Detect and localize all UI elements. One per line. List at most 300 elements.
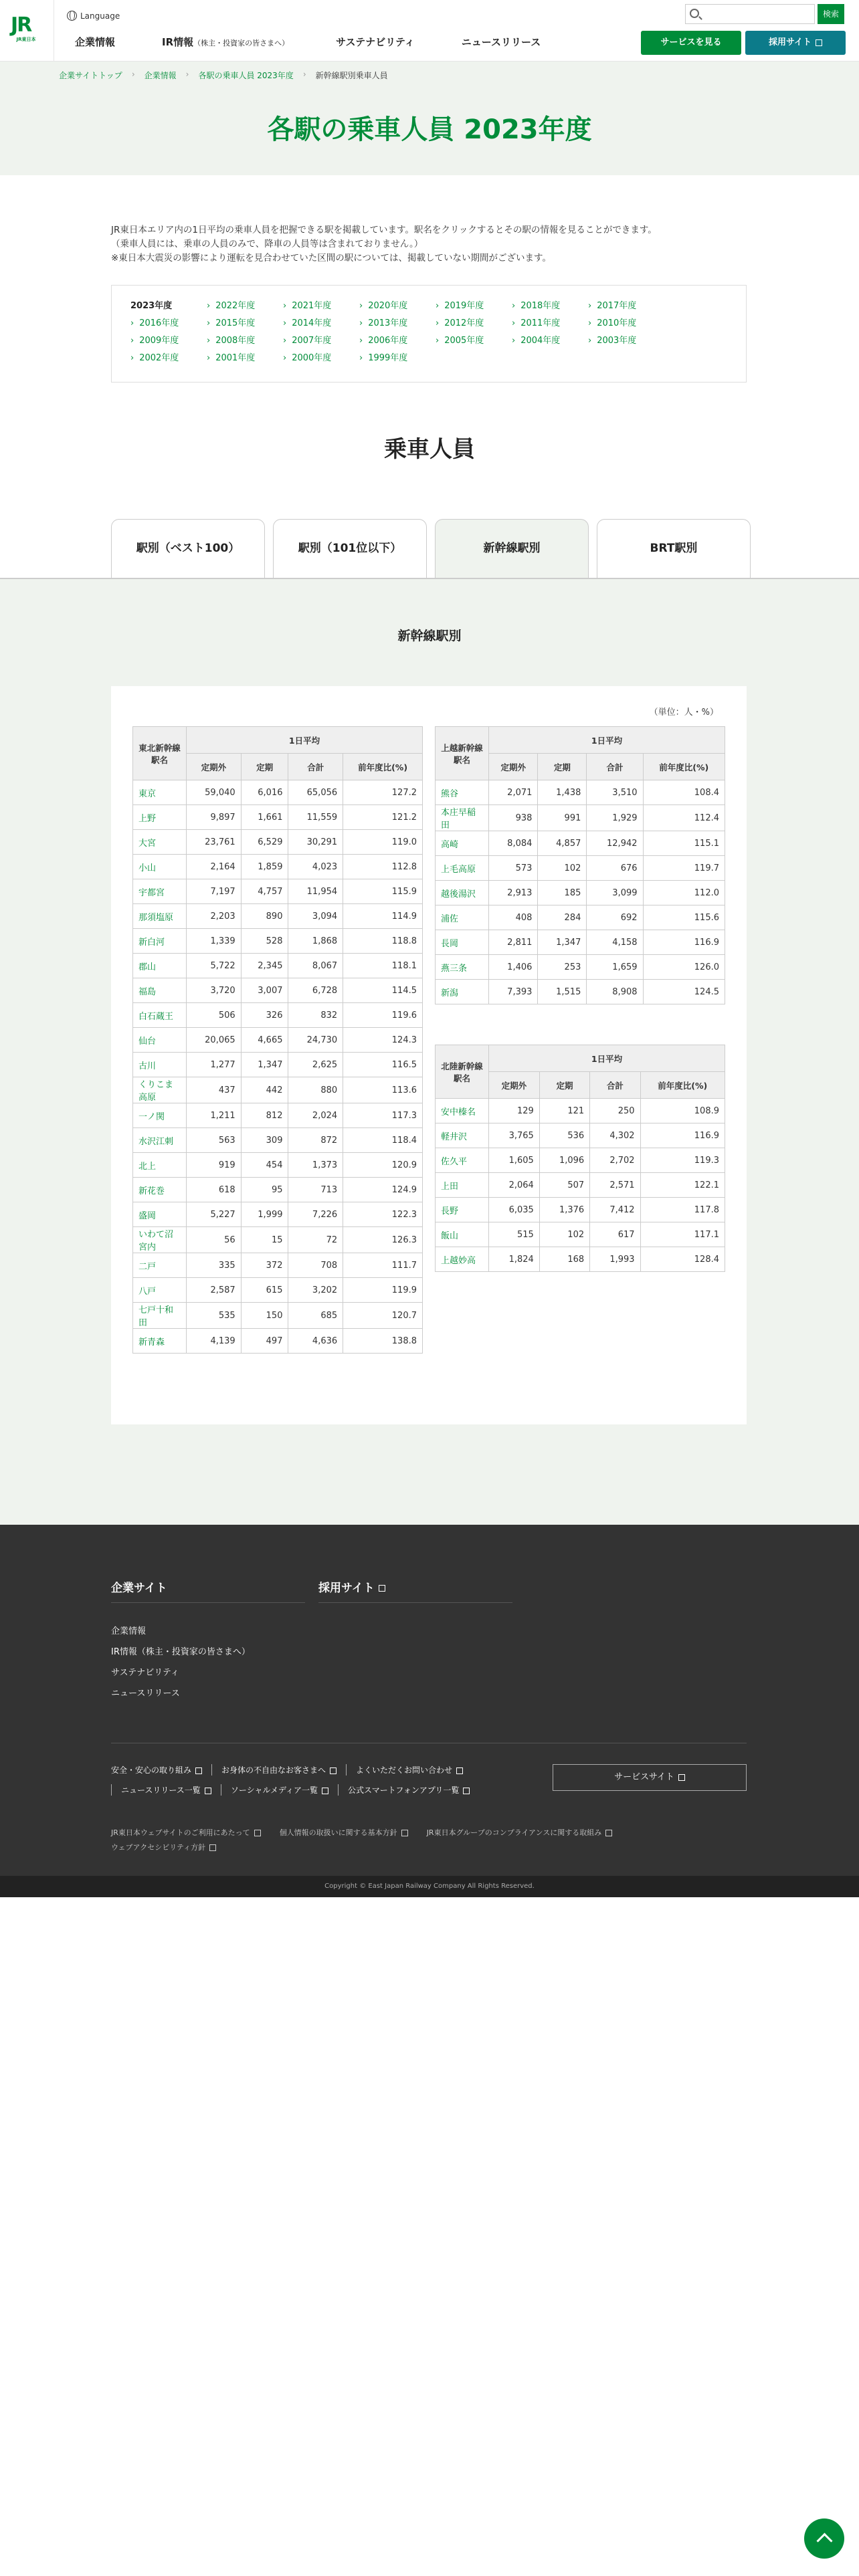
value-cell: 408 bbox=[489, 905, 538, 930]
footer-link[interactable]: サステナビリティ bbox=[111, 1668, 179, 1678]
value-cell: 117.8 bbox=[640, 1198, 725, 1222]
station-cell bbox=[436, 1247, 489, 1272]
year-row bbox=[130, 350, 727, 367]
value-cell: 454 bbox=[241, 1153, 288, 1178]
year-link[interactable]: › 2008年度 bbox=[207, 336, 255, 346]
value-cell: 442 bbox=[241, 1077, 288, 1103]
value-cell: 6,529 bbox=[241, 830, 288, 855]
table-row bbox=[436, 955, 725, 980]
external-link-icon bbox=[605, 1830, 612, 1836]
station-cell bbox=[133, 1329, 187, 1354]
station-link[interactable]: 東京 bbox=[138, 788, 157, 799]
year-link[interactable]: › 2005年度 bbox=[436, 336, 484, 346]
value-cell: 2,702 bbox=[590, 1148, 640, 1173]
value-cell: 326 bbox=[241, 1003, 288, 1028]
breadcrumb-current: 新幹線駅別乗車人員 bbox=[315, 71, 388, 80]
station-link[interactable]: 長野 bbox=[441, 1206, 459, 1216]
value-cell: 3,099 bbox=[587, 881, 643, 905]
station-link[interactable]: 飯山 bbox=[441, 1230, 459, 1241]
station-link[interactable]: 北上 bbox=[138, 1161, 157, 1172]
table-row bbox=[436, 805, 725, 831]
site-header bbox=[0, 0, 859, 62]
table-row bbox=[133, 1253, 423, 1278]
table-row bbox=[133, 904, 423, 929]
search-input[interactable] bbox=[685, 4, 815, 24]
value-cell: 2,064 bbox=[489, 1173, 540, 1198]
value-cell: 9,897 bbox=[187, 805, 242, 830]
table-row bbox=[436, 905, 725, 930]
station-cell bbox=[436, 805, 489, 831]
year-link[interactable]: › 2010年度 bbox=[588, 318, 636, 328]
value-cell: 872 bbox=[288, 1128, 343, 1153]
value-cell: 880 bbox=[288, 1077, 343, 1103]
table-row bbox=[436, 1099, 725, 1123]
value-cell: 59,040 bbox=[187, 780, 242, 805]
station-cell bbox=[133, 1077, 187, 1103]
tab-brt[interactable]: BRT駅別 bbox=[597, 519, 751, 579]
value-cell: 120.9 bbox=[343, 1153, 423, 1178]
station-link[interactable]: 宇都宮 bbox=[138, 887, 165, 898]
service-site-button[interactable] bbox=[553, 1764, 747, 1791]
external-link-icon bbox=[379, 1585, 385, 1592]
station-cell bbox=[133, 978, 187, 1003]
intro-text bbox=[111, 223, 753, 265]
avg-header: 1日平均 bbox=[489, 727, 725, 754]
value-cell: 1,824 bbox=[489, 1247, 540, 1272]
year-link[interactable]: › 2013年度 bbox=[359, 318, 407, 328]
footer-link[interactable]: IR情報（株主・投資家の皆さまへ） bbox=[111, 1647, 250, 1657]
station-cell bbox=[436, 1173, 489, 1198]
value-cell: 115.6 bbox=[643, 905, 725, 930]
footer-row-1 bbox=[111, 1764, 472, 1776]
value-cell: 111.7 bbox=[343, 1253, 423, 1278]
footer-link[interactable] bbox=[221, 1784, 328, 1796]
value-cell: 119.0 bbox=[343, 830, 423, 855]
value-cell: 991 bbox=[538, 805, 587, 831]
station-link[interactable]: 新白河 bbox=[138, 937, 165, 948]
value-cell: 284 bbox=[538, 905, 587, 930]
year-link[interactable]: › 2003年度 bbox=[588, 336, 636, 346]
footer-link[interactable] bbox=[111, 1784, 211, 1796]
recruit-button-label: 採用サイト bbox=[768, 37, 812, 47]
footer-recruit-link[interactable] bbox=[318, 1578, 385, 1595]
value-cell: 124.3 bbox=[343, 1028, 423, 1053]
value-cell: 30,291 bbox=[288, 830, 343, 855]
station-link[interactable]: 安中榛名 bbox=[441, 1107, 476, 1117]
table-row bbox=[133, 1278, 423, 1303]
table-row bbox=[436, 881, 725, 905]
value-cell: 7,197 bbox=[187, 879, 242, 904]
footer-link[interactable]: 企業情報 bbox=[111, 1626, 147, 1636]
value-cell: 1,406 bbox=[489, 955, 538, 980]
value-cell: 138.8 bbox=[343, 1329, 423, 1354]
station-cell bbox=[133, 805, 187, 830]
chevron-right-icon: › bbox=[185, 70, 189, 79]
nav-news[interactable]: ニュースリリース bbox=[461, 36, 541, 48]
value-cell: 3,094 bbox=[288, 904, 343, 929]
footer-link-label: 安全・安心の取り組み bbox=[111, 1765, 192, 1775]
value-cell: 2,345 bbox=[241, 954, 288, 978]
year-row bbox=[130, 315, 727, 332]
section-title: 乗車人員 bbox=[384, 436, 475, 463]
tohoku-table bbox=[132, 726, 423, 1354]
value-cell: 116.9 bbox=[643, 930, 725, 955]
value-cell: 938 bbox=[489, 805, 538, 831]
year-link[interactable]: › 2002年度 bbox=[130, 353, 179, 363]
value-cell: 535 bbox=[187, 1303, 242, 1329]
station-cell bbox=[133, 830, 187, 855]
station-link[interactable]: 白石蔵王 bbox=[138, 1011, 174, 1022]
value-cell: 2,164 bbox=[187, 855, 242, 879]
station-link[interactable]: 二戸 bbox=[138, 1261, 157, 1272]
unit-note: （単位：人・%） bbox=[649, 708, 719, 718]
station-link[interactable]: 盛岡 bbox=[138, 1210, 157, 1221]
table-row bbox=[133, 780, 423, 805]
recruit-button[interactable] bbox=[745, 31, 846, 55]
station-cell bbox=[436, 930, 489, 955]
external-link-icon bbox=[678, 1774, 685, 1781]
table-row bbox=[133, 954, 423, 978]
value-cell: 15 bbox=[241, 1227, 288, 1253]
year-link[interactable]: › 2000年度 bbox=[283, 353, 331, 363]
station-link[interactable]: 本庄早稲田 bbox=[441, 808, 476, 831]
footer-link[interactable]: ニュースリリース bbox=[111, 1689, 180, 1699]
tab-shinkansen[interactable]: 新幹線駅別 bbox=[435, 519, 589, 579]
value-cell: 122.3 bbox=[343, 1202, 423, 1227]
station-cell bbox=[436, 881, 489, 905]
value-cell: 507 bbox=[539, 1173, 589, 1198]
value-cell: 119.9 bbox=[343, 1278, 423, 1303]
year-link[interactable]: › 2004年度 bbox=[512, 336, 560, 346]
column-header: 定期 bbox=[241, 754, 288, 780]
value-cell: 8,084 bbox=[489, 831, 538, 856]
footer-small-link[interactable] bbox=[427, 1827, 613, 1838]
value-cell: 112.0 bbox=[643, 881, 725, 905]
value-cell: 102 bbox=[539, 1222, 589, 1247]
joetsu-table bbox=[435, 726, 725, 1004]
station-link[interactable]: 軽井沢 bbox=[441, 1132, 468, 1142]
station-cell bbox=[133, 1178, 187, 1202]
station-link[interactable]: 越後湯沢 bbox=[441, 889, 476, 899]
breadcrumb bbox=[59, 70, 397, 81]
footer-small-label: ウェブアクセシビリティ方針 bbox=[111, 1843, 206, 1852]
value-cell: 2,071 bbox=[489, 780, 538, 805]
search-form bbox=[685, 4, 844, 24]
station-link[interactable]: 那須塩原 bbox=[138, 912, 174, 923]
year-link[interactable]: › 2012年度 bbox=[436, 318, 484, 328]
value-cell: 113.6 bbox=[343, 1077, 423, 1103]
station-cell bbox=[133, 904, 187, 929]
value-cell: 1,438 bbox=[538, 780, 587, 805]
breadcrumb-corporate[interactable]: 企業情報 bbox=[144, 71, 177, 80]
column-header: 合計 bbox=[590, 1072, 640, 1099]
value-cell: 7,226 bbox=[288, 1202, 343, 1227]
value-cell: 119.7 bbox=[643, 856, 725, 881]
year-link[interactable]: › 2007年度 bbox=[283, 336, 331, 346]
year-link[interactable]: › 2009年度 bbox=[130, 336, 179, 346]
value-cell: 118.1 bbox=[343, 954, 423, 978]
value-cell: 685 bbox=[288, 1303, 343, 1329]
value-cell: 119.6 bbox=[343, 1003, 423, 1028]
footer-link[interactable] bbox=[211, 1764, 337, 1776]
column-header: 前年度比(%) bbox=[343, 754, 423, 780]
value-cell: 127.2 bbox=[343, 780, 423, 805]
value-cell: 117.1 bbox=[640, 1222, 725, 1247]
value-cell: 4,857 bbox=[538, 831, 587, 856]
column-header: 定期外 bbox=[489, 1072, 540, 1099]
year-link[interactable]: › 2017年度 bbox=[588, 301, 636, 311]
value-cell: 2,913 bbox=[489, 881, 538, 905]
station-link[interactable]: 水沢江刺 bbox=[138, 1136, 174, 1147]
value-cell: 536 bbox=[539, 1123, 589, 1148]
station-link[interactable]: 仙台 bbox=[138, 1036, 157, 1047]
value-cell: 617 bbox=[590, 1222, 640, 1247]
table-row bbox=[133, 1003, 423, 1028]
station-cell bbox=[133, 1028, 187, 1053]
table-row bbox=[133, 1227, 423, 1253]
station-link[interactable]: 古川 bbox=[138, 1061, 157, 1071]
table-row bbox=[436, 780, 725, 805]
value-cell: 4,302 bbox=[590, 1123, 640, 1148]
external-link-icon bbox=[195, 1767, 202, 1774]
footer-small-link[interactable] bbox=[280, 1827, 408, 1838]
value-cell: 23,761 bbox=[187, 830, 242, 855]
intro-line: ※東日本大震災の影響により運転を見合わせていた区間の駅については、掲載していない期間がございます。 bbox=[111, 253, 551, 263]
year-link[interactable]: › 2014年度 bbox=[283, 318, 331, 328]
table-row bbox=[436, 831, 725, 856]
value-cell: 102 bbox=[538, 856, 587, 881]
value-cell: 12,942 bbox=[587, 831, 643, 856]
table-row bbox=[436, 1173, 725, 1198]
footer-link-label: よくいただくお問い合わせ bbox=[356, 1765, 453, 1775]
value-cell: 573 bbox=[489, 856, 538, 881]
table-row bbox=[133, 855, 423, 879]
breadcrumb-top[interactable]: 企業サイトトップ bbox=[59, 71, 122, 80]
year-link[interactable]: › 2022年度 bbox=[207, 301, 255, 311]
value-cell: 3,510 bbox=[587, 780, 643, 805]
station-link[interactable]: 上野 bbox=[138, 813, 157, 824]
station-link[interactable]: 浦佐 bbox=[441, 914, 459, 924]
station-link[interactable]: 一ノ関 bbox=[138, 1111, 165, 1122]
ridership-panel bbox=[111, 686, 747, 1424]
globe-icon bbox=[67, 11, 77, 21]
station-link[interactable]: くりこま高原 bbox=[138, 1080, 174, 1103]
station-link[interactable]: 八戸 bbox=[138, 1286, 157, 1297]
station-cell bbox=[133, 1227, 187, 1253]
table-row bbox=[133, 978, 423, 1003]
station-link[interactable]: 新花巻 bbox=[138, 1186, 165, 1196]
footer-small-link[interactable] bbox=[111, 1827, 261, 1838]
value-cell: 615 bbox=[241, 1278, 288, 1303]
value-cell: 5,227 bbox=[187, 1202, 242, 1227]
footer-link[interactable] bbox=[111, 1764, 202, 1776]
station-cell bbox=[133, 1303, 187, 1329]
value-cell: 3,720 bbox=[187, 978, 242, 1003]
footer-link[interactable] bbox=[338, 1784, 470, 1796]
value-cell: 1,096 bbox=[539, 1148, 589, 1173]
value-cell: 126.3 bbox=[343, 1227, 423, 1253]
footer-corp-heading: 企業サイト bbox=[111, 1582, 167, 1595]
jr-logo[interactable] bbox=[11, 15, 41, 47]
value-cell: 3,007 bbox=[241, 978, 288, 1003]
nav-sustainability[interactable]: サステナビリティ bbox=[336, 36, 415, 48]
station-link[interactable]: 大宮 bbox=[138, 838, 157, 849]
station-link[interactable]: 長岡 bbox=[441, 938, 459, 949]
station-cell bbox=[436, 1099, 489, 1123]
external-link-icon bbox=[209, 1844, 216, 1851]
value-cell: 118.4 bbox=[343, 1128, 423, 1153]
station-cell bbox=[436, 1123, 489, 1148]
year-link[interactable]: › 2021年度 bbox=[283, 301, 331, 311]
year-link[interactable]: › 2015年度 bbox=[207, 318, 255, 328]
value-cell: 692 bbox=[587, 905, 643, 930]
station-header: 東北新幹線駅名 bbox=[133, 727, 187, 780]
value-cell: 119.3 bbox=[640, 1148, 725, 1173]
footer-links bbox=[111, 1621, 250, 1704]
table-row bbox=[133, 1153, 423, 1178]
year-link[interactable]: › 2016年度 bbox=[130, 318, 179, 328]
year-link[interactable]: › 2018年度 bbox=[512, 301, 560, 311]
nav-corporate[interactable]: 企業情報 bbox=[75, 36, 116, 48]
table-row bbox=[133, 879, 423, 904]
header-row bbox=[133, 727, 423, 754]
value-cell: 6,728 bbox=[288, 978, 343, 1003]
station-link[interactable]: 上毛高原 bbox=[441, 864, 476, 875]
year-link[interactable]: › 2020年度 bbox=[359, 301, 407, 311]
value-cell: 497 bbox=[241, 1329, 288, 1354]
footer-small-link[interactable] bbox=[111, 1842, 216, 1852]
value-cell: 1,373 bbox=[288, 1153, 343, 1178]
value-cell: 116.9 bbox=[640, 1123, 725, 1148]
value-cell: 1,659 bbox=[587, 955, 643, 980]
column-header: 合計 bbox=[587, 754, 643, 780]
value-cell: 1,515 bbox=[538, 980, 587, 1004]
value-cell: 4,023 bbox=[288, 855, 343, 879]
tab-underline bbox=[0, 578, 859, 579]
station-link[interactable]: 七戸十和田 bbox=[138, 1305, 174, 1328]
year-link[interactable]: › 2019年度 bbox=[436, 301, 484, 311]
language-switch[interactable] bbox=[67, 11, 120, 21]
page-title: 各駅の乗車人員 2023年度 bbox=[267, 114, 592, 145]
value-cell: 1,999 bbox=[241, 1202, 288, 1227]
footer-row-2 bbox=[111, 1784, 479, 1796]
year-link[interactable]: › 2001年度 bbox=[207, 353, 255, 363]
station-link[interactable]: 新潟 bbox=[441, 988, 459, 998]
nav-ir[interactable] bbox=[162, 35, 289, 49]
station-link[interactable]: 燕三条 bbox=[441, 963, 468, 974]
station-link[interactable]: 高崎 bbox=[441, 839, 459, 850]
station-link[interactable]: 熊谷 bbox=[441, 788, 459, 799]
header-row bbox=[436, 1045, 725, 1072]
search-button[interactable]: 検索 bbox=[818, 4, 844, 24]
value-cell: 95 bbox=[241, 1178, 288, 1202]
header-row bbox=[436, 727, 725, 754]
value-cell: 2,811 bbox=[489, 930, 538, 955]
value-cell: 1,859 bbox=[241, 855, 288, 879]
footer-link[interactable] bbox=[346, 1764, 463, 1776]
station-cell bbox=[436, 780, 489, 805]
value-cell: 2,625 bbox=[288, 1053, 343, 1077]
station-link[interactable]: 福島 bbox=[138, 986, 157, 997]
station-cell bbox=[436, 856, 489, 881]
station-cell bbox=[133, 1278, 187, 1303]
value-cell: 112.4 bbox=[643, 805, 725, 831]
footer-small-label: 個人情報の取扱いに関する基本方針 bbox=[279, 1828, 397, 1837]
station-cell bbox=[436, 1222, 489, 1247]
content-subtitle: 新幹線駅別 bbox=[397, 629, 462, 643]
value-cell: 1,605 bbox=[489, 1148, 540, 1173]
column-header: 前年度比(%) bbox=[643, 754, 725, 780]
value-cell: 618 bbox=[187, 1178, 242, 1202]
station-link[interactable]: 小山 bbox=[138, 863, 157, 873]
station-link[interactable]: 上田 bbox=[441, 1181, 459, 1192]
value-cell: 126.0 bbox=[643, 955, 725, 980]
station-link[interactable]: 上越妙高 bbox=[441, 1255, 476, 1266]
station-cell bbox=[133, 1103, 187, 1128]
back-to-top-button[interactable] bbox=[804, 2518, 844, 2559]
breadcrumb-ridership[interactable]: 各駅の乗車人員 2023年度 bbox=[198, 71, 294, 80]
value-cell: 5,722 bbox=[187, 954, 242, 978]
value-cell: 1,868 bbox=[288, 929, 343, 954]
footer-link-label: お身体の不自由なお客さまへ bbox=[221, 1765, 326, 1775]
external-link-icon bbox=[456, 1767, 463, 1774]
value-cell: 118.8 bbox=[343, 929, 423, 954]
value-cell: 372 bbox=[241, 1253, 288, 1278]
value-cell: 6,016 bbox=[241, 780, 288, 805]
table-row bbox=[436, 980, 725, 1004]
column-header: 前年度比(%) bbox=[640, 1072, 725, 1099]
tab-101-plus[interactable]: 駅別（101位以下） bbox=[273, 519, 427, 579]
station-cell bbox=[133, 1202, 187, 1227]
table-row bbox=[436, 1222, 725, 1247]
value-cell: 4,636 bbox=[288, 1329, 343, 1354]
year-row bbox=[130, 298, 727, 315]
value-cell: 121 bbox=[539, 1099, 589, 1123]
table-row bbox=[436, 1247, 725, 1272]
value-cell: 1,211 bbox=[187, 1103, 242, 1128]
table-row bbox=[133, 830, 423, 855]
footer-small-links bbox=[111, 1827, 631, 1838]
station-cell bbox=[436, 955, 489, 980]
station-link[interactable]: 新青森 bbox=[138, 1337, 165, 1348]
value-cell: 7,412 bbox=[590, 1198, 640, 1222]
tab-best100[interactable]: 駅別（ベスト100） bbox=[111, 519, 265, 579]
year-link[interactable]: › 2011年度 bbox=[512, 318, 560, 328]
value-cell: 1,339 bbox=[187, 929, 242, 954]
year-link[interactable]: › 2006年度 bbox=[359, 336, 407, 346]
year-link[interactable]: › 1999年度 bbox=[359, 353, 407, 363]
service-button[interactable] bbox=[641, 31, 741, 55]
page-hero bbox=[0, 62, 859, 175]
station-cell bbox=[133, 879, 187, 904]
table-row bbox=[133, 929, 423, 954]
value-cell: 528 bbox=[241, 929, 288, 954]
value-cell: 3,202 bbox=[288, 1278, 343, 1303]
global-nav bbox=[75, 35, 587, 49]
table-row bbox=[133, 1303, 423, 1329]
value-cell: 129 bbox=[489, 1099, 540, 1123]
value-cell: 6,035 bbox=[489, 1198, 540, 1222]
value-cell: 4,158 bbox=[587, 930, 643, 955]
station-link[interactable]: 佐久平 bbox=[441, 1156, 468, 1167]
station-link[interactable]: 郡山 bbox=[138, 962, 157, 972]
station-link[interactable]: いわて沼宮内 bbox=[138, 1230, 174, 1253]
station-cell bbox=[133, 780, 187, 805]
value-cell: 335 bbox=[187, 1253, 242, 1278]
logo-text: JR bbox=[11, 13, 31, 37]
footer-divider bbox=[318, 1602, 512, 1603]
value-cell: 114.9 bbox=[343, 904, 423, 929]
